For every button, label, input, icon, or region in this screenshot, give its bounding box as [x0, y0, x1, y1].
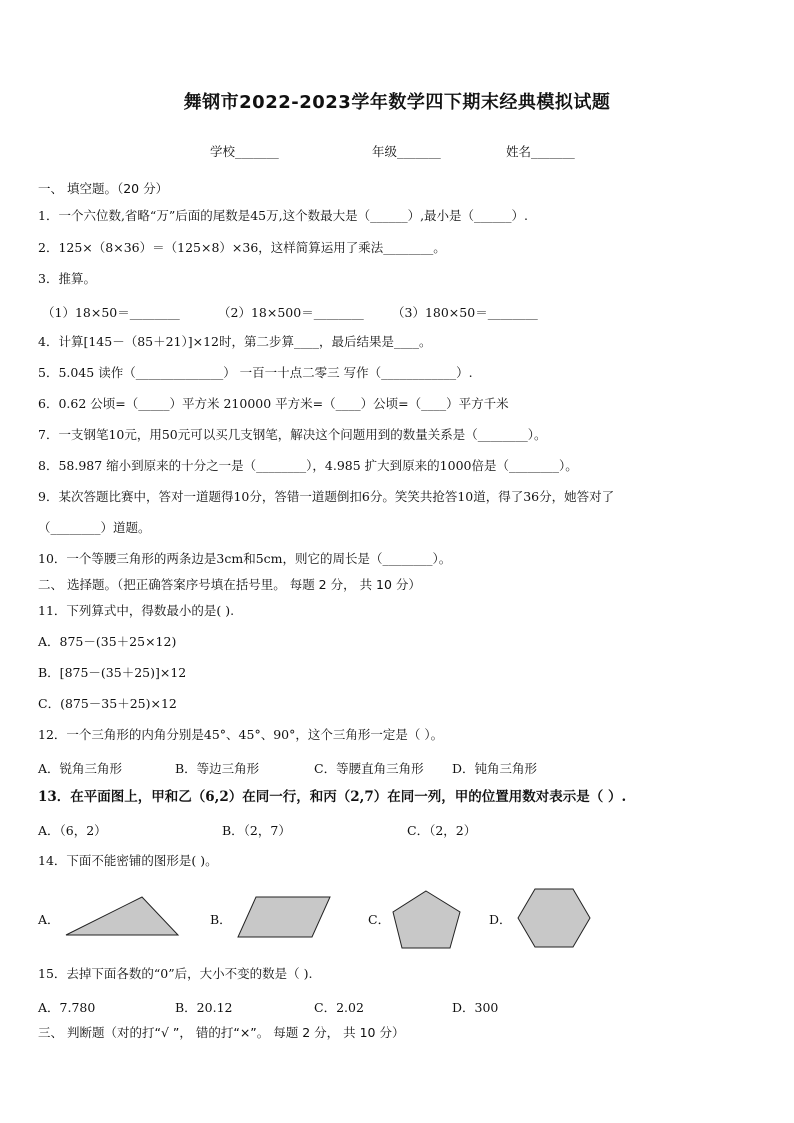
- question-12-option-b: B．等边三角形: [175, 761, 260, 776]
- question-11-option-c: C．(875－35＋25)×12: [38, 696, 177, 711]
- question-14-option-b-label: B．: [210, 912, 232, 927]
- question-3: 3．推算。: [38, 271, 96, 286]
- name-field: 姓名_______: [506, 144, 575, 159]
- question-15-option-c: C．2.02: [314, 1000, 364, 1015]
- question-15: 15．去掉下面各数的“0”后，大小不变的数是（ ).: [38, 966, 313, 981]
- question-9: 9．某次答题比赛中，答对一道题得10分，答错一道题倒扣6分。笑笑共抢答10道，得了36分，她答对了: [38, 489, 615, 504]
- question-6: 6．0.62 公顷=（_____）平方米 210000 平方米=（____）公顷=（____）平方千米: [38, 396, 509, 411]
- question-15-option-b: B．20.12: [175, 1000, 233, 1015]
- question-13-option-c: C．（2，2）: [407, 823, 477, 838]
- question-11-option-a: A．875－(35＋25×12): [38, 634, 177, 649]
- question-3-part-1: （1）18×50＝________: [42, 305, 180, 320]
- question-11-option-b: B．[875－(35＋25)]×12: [38, 665, 187, 680]
- question-12-option-a: A．锐角三角形: [38, 761, 123, 776]
- question-14-option-a-label: A．: [38, 912, 60, 927]
- question-15-option-d: D．300: [452, 1000, 499, 1015]
- page-title: 舞钢市2022-2023学年数学四下期末经典模拟试题: [183, 92, 611, 113]
- question-13-option-b: B．（2，7）: [222, 823, 291, 838]
- school-field: 学校_______: [210, 144, 279, 159]
- question-12: 12．一个三角形的内角分别是45°、45°、90°，这个三角形一定是（ ）。: [38, 727, 444, 742]
- question-7: 7．一支钢笔10元，用50元可以买几支钢笔，解决这个问题用到的数量关系是（________）。: [38, 427, 547, 442]
- question-9-continued: （________）道题。: [38, 520, 151, 535]
- question-11: 11．下列算式中，得数最小的是( ).: [38, 603, 235, 618]
- grade-field: 年级_______: [372, 144, 441, 159]
- pentagon-shape: [390, 888, 464, 952]
- question-5: 5．5.045 读作（______________） 一百一十点二零三 写作（____________）.: [38, 365, 473, 380]
- question-4: 4．计算[145－（85＋21）]×12时，第二步算____，最后结果是____。: [38, 334, 432, 349]
- question-13-option-a: A．（6，2）: [38, 823, 107, 838]
- triangle-shape: [62, 893, 182, 939]
- question-15-option-a: A．7.780: [38, 1000, 96, 1015]
- hexagon-shape: [515, 886, 593, 950]
- question-10: 10．一个等腰三角形的两条边是3cm和5cm，则它的周长是（________）。: [38, 551, 452, 566]
- question-13: 13．在平面图上，甲和乙（6,2）在同一行，和丙（2,7）在同一列，甲的位置用数对表示是（ ）.: [38, 789, 627, 805]
- question-3-part-3: （3）180×50＝________: [392, 305, 538, 320]
- question-2: 2．125×（8×36）＝（125×8）×36，这样简算运用了乘法________。: [38, 240, 446, 255]
- section-3-heading: 三、 判断题（对的打“√ ”， 错的打“×”。 每题 2 分， 共 10 分）: [38, 1025, 405, 1040]
- question-14-option-d-label: D．: [489, 912, 512, 927]
- question-8: 8．58.987 缩小到原来的十分之一是（________），4.985 扩大到原来的1000倍是（________）。: [38, 458, 578, 473]
- parallelogram-shape: [234, 893, 334, 941]
- section-1-heading: 一、 填空题。（20 分）: [38, 181, 169, 196]
- question-3-part-2: （2）18×500＝________: [218, 305, 364, 320]
- question-14: 14．下面不能密铺的图形是( )。: [38, 853, 218, 868]
- question-1: 1．一个六位数,省略“万”后面的尾数是45万,这个数最大是（______）,最小是（______）.: [38, 208, 529, 223]
- section-2-heading: 二、 选择题。（把正确答案序号填在括号里。 每题 2 分， 共 10 分）: [38, 577, 421, 592]
- question-12-option-c: C．等腰直角三角形: [314, 761, 424, 776]
- question-12-option-d: D．钝角三角形: [452, 761, 538, 776]
- question-14-option-c-label: C．: [368, 912, 391, 927]
